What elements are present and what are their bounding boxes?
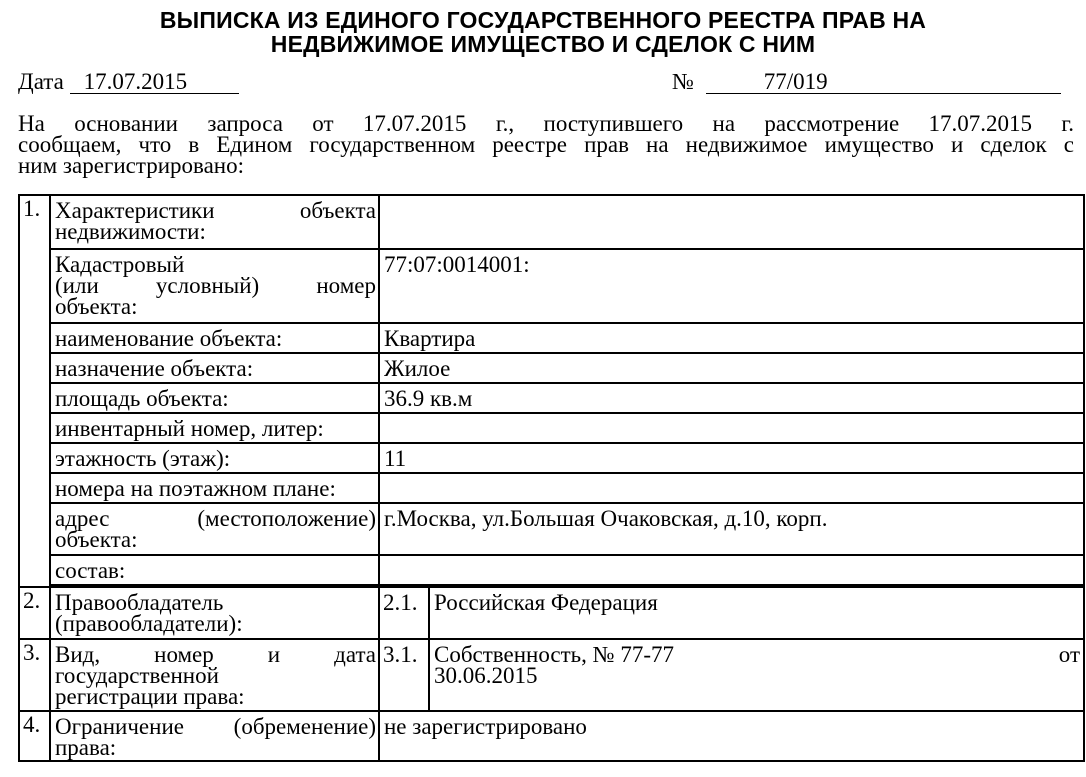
- object-name-value: Квартира: [379, 323, 1084, 353]
- address-value: г.Москва, ул.Большая Очаковская, д.10, корп.: [379, 503, 1084, 555]
- composition-label: состав:: [50, 555, 379, 585]
- document-title-line-2: НЕДВИЖИМОЕ ИМУЩЕСТВО И СДЕЛОК С НИМ: [270, 31, 816, 57]
- section-3-value: [429, 639, 1084, 711]
- intro-line-3: ним зарегистрировано:: [18, 153, 244, 178]
- section-4-label: Ограничение (обременение) права:: [50, 711, 379, 761]
- object-name-row: [19, 323, 1084, 353]
- inventory-row: [19, 413, 1084, 443]
- composition-row: [19, 555, 1084, 585]
- address-label: адрес (местоположение) объекта:: [50, 503, 379, 555]
- object-purpose-value: Жилое: [379, 353, 1084, 383]
- section-3-row: [19, 639, 1084, 711]
- section-3-subnumber: 3.1.: [379, 639, 429, 711]
- register-table: [18, 194, 1085, 762]
- section-2-label: Правообладатель (правообладатели):: [50, 587, 379, 639]
- section-3-value-date: 30.06.2015: [434, 663, 538, 688]
- section-2-value: Российская Федерация: [429, 587, 1084, 639]
- cadastral-value: 77:07:0014001:: [379, 249, 1084, 323]
- floor-plan-label: номера на поэтажном плане:: [50, 473, 379, 503]
- section-1-header-row: [19, 195, 1084, 249]
- section-2-subnumber: 2.1.: [379, 587, 429, 639]
- object-purpose-label: назначение объекта:: [50, 353, 379, 383]
- section-4-value: не зарегистрировано: [379, 711, 1084, 761]
- floor-plan-row: [19, 473, 1084, 503]
- number-row: [672, 70, 1061, 94]
- section-2-number: 2.: [19, 587, 50, 639]
- cadastral-row: [19, 249, 1084, 323]
- floors-value: 11: [379, 443, 1084, 473]
- date-label: Дата: [18, 69, 64, 94]
- section-1-label: Характеристики объекта недвижимости:: [50, 195, 379, 249]
- section-3-number: 3.: [19, 639, 50, 711]
- floors-row: [19, 443, 1084, 473]
- document-title-line-1: ВЫПИСКА ИЗ ЕДИНОГО ГОСУДАРСТВЕННОГО РЕЕСТРА ПРАВ НА: [159, 7, 927, 33]
- cadastral-label: Кадастровый (или условный) номер объекта:: [50, 249, 379, 323]
- section-3-value-end: от: [1058, 642, 1080, 667]
- address-row: [19, 503, 1084, 555]
- section-2-row: [19, 587, 1084, 639]
- floor-plan-value: [379, 473, 1084, 503]
- inventory-label: инвентарный номер, литер:: [50, 413, 379, 443]
- section-4-number: 4.: [19, 711, 50, 761]
- composition-value: [379, 555, 1084, 585]
- object-name-label: наименование объекта:: [50, 323, 379, 353]
- number-value: 77/019: [706, 71, 1061, 94]
- intro-paragraph: [18, 113, 1074, 176]
- section-1-number: 1.: [19, 195, 50, 587]
- object-purpose-row: [19, 353, 1084, 383]
- intro-line-2: сообщаем, что в Едином государственном реестре прав на недвижимое имущество и сделок с: [18, 132, 1074, 157]
- date-value: 17.07.2015: [70, 71, 239, 94]
- date-row: [18, 70, 239, 94]
- section-1-value: [379, 195, 1084, 249]
- section-3-value-main: Собственность, № 77-77: [434, 642, 675, 667]
- number-label: №: [672, 69, 694, 94]
- object-area-row: [19, 383, 1084, 413]
- section-3-label: Вид, номер и дата государственной регистрации права:: [50, 639, 379, 711]
- object-area-value: 36.9 кв.м: [379, 383, 1084, 413]
- section-4-row: [19, 711, 1084, 761]
- floors-label: этажность (этаж):: [50, 443, 379, 473]
- object-area-label: площадь объекта:: [50, 383, 379, 413]
- intro-line-1: На основании запроса от 17.07.2015 г., поступившего на рассмотрение 17.07.2015 г.: [18, 111, 1074, 136]
- inventory-value: [379, 413, 1084, 443]
